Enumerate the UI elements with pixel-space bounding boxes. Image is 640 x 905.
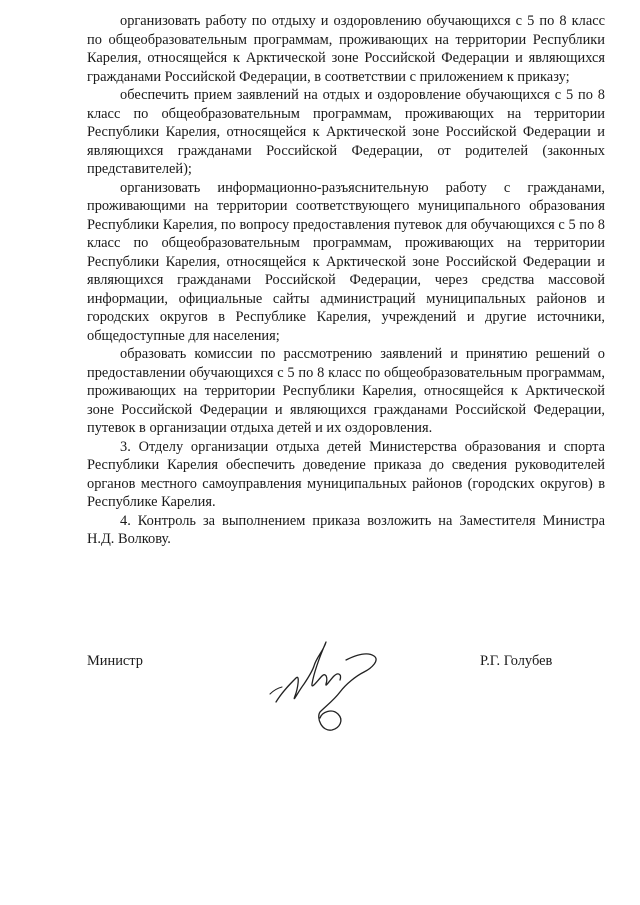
paragraph-accept-applications: обеспечить прием заявлений на отдых и оздоровление обучающихся с 5 по 8 класс по общеобразовательным программам, проживающих на территории Республики Карелия, относящейся к Арктической зоне Российской Федерации и являющихся гражданами Российской Федерации, от родителей (законных представителей); <box>87 87 605 177</box>
signatory-name: Р.Г. Голубев <box>480 653 553 669</box>
paragraph-organize-rest: организовать работу по отдыху и оздоровлению обучающихся с 5 по 8 класс по общеобразовательным программам, проживающих на территории Республики Карелия, относящейся к Арктической зоне Российской Федерации и являющихся гражданами Российской Федерации, в соответствии с приложением к приказу; <box>87 13 605 85</box>
paragraph-commissions: образовать комиссии по рассмотрению заявлений и принятию решений о предоставлении обучающихся с 5 по 8 класс по общеобразовательным программам, проживающих на территории Республики Карелия, относящейся к Арктической зоне Российской Федерации и являющихся гражданами Российской Федерации, путевок в организации отдыха детей и их оздоровления. <box>87 346 605 436</box>
paragraph-item-3: 3. Отделу организации отдыха детей Министерства образования и спорта Республики Карелия обеспечить доведение приказа до сведения руководителей органов местного самоуправления муниципальных районов (городских округов) в Республике Карелия. <box>87 438 605 510</box>
signatory-title: Министр <box>87 653 143 669</box>
paragraph-information-work: организовать информационно-разъяснительную работу с гражданами, проживающими на территории соответствующего муниципального образования Республики Карелия, по вопросу предоставления путевок для обучающихся с 5 по 8 класс по общеобразовательным программам, проживающих на территории Республики Карелия, относящейся к Арктической зоне Российской Федерации и являющихся гражданами Российской Федерации, через средства массовой информации, официальные сайты администраций муниципальных районов и городских округов в Республике Карелия, учреждений и другие источники, общедоступные для населения; <box>87 179 605 344</box>
handwritten-signature <box>268 632 398 742</box>
document-body <box>87 12 605 549</box>
paragraph-item-4: 4. Контроль за выполнением приказа возложить на Заместителя Министра Н.Д. Волкову. <box>87 512 605 547</box>
